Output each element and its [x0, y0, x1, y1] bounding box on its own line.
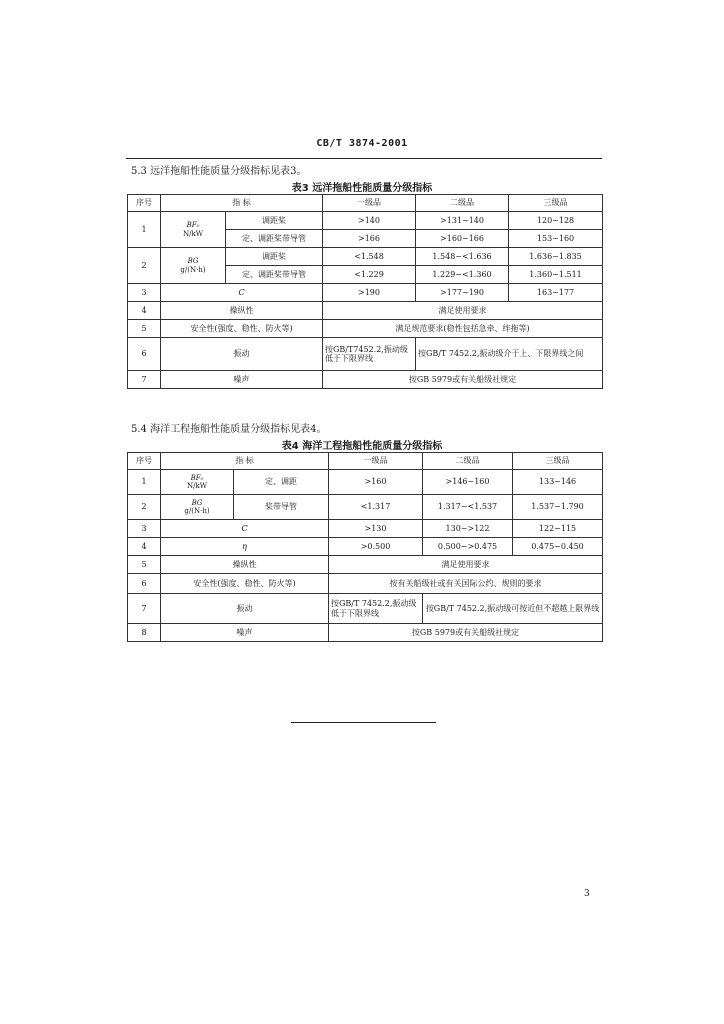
grade1-cell: >166: [323, 230, 416, 248]
grade23-cell: 按GB/T 7452.2,振动级介于上、下限界线之间: [416, 338, 603, 371]
row-index: 5: [128, 320, 161, 338]
table-row: [128, 248, 603, 266]
table-row: [128, 624, 603, 642]
table-row: [128, 212, 603, 230]
row-index: 7: [128, 371, 161, 389]
requirement-cell: 满足使用要求: [329, 556, 603, 574]
metric-cell: η: [161, 538, 329, 556]
grade2-cell: 0.500~>0.475: [423, 538, 513, 556]
condition-cell: 定、调距桨带导管: [226, 230, 323, 248]
grade1-cell: >160: [329, 470, 423, 495]
table-row: [128, 371, 603, 389]
grade1-cell: <1.317: [329, 495, 423, 520]
metric-cell: C: [161, 520, 329, 538]
table-row: [128, 574, 603, 594]
table-row: [128, 556, 603, 574]
row-index: 5: [128, 556, 161, 574]
table4-header-row: [128, 453, 603, 470]
row-index: 6: [128, 574, 161, 594]
grade3-cell: 133~146: [513, 470, 603, 495]
grade1-cell: >190: [323, 284, 416, 302]
metric-symbol: BG: [187, 257, 199, 266]
grade2-cell: 1.317~<1.537: [423, 495, 513, 520]
table-row: [128, 520, 603, 538]
header-metric: 指 标: [161, 195, 323, 212]
grade2-cell: >177~190: [416, 284, 509, 302]
metric-unit: N/kW: [187, 482, 207, 490]
grade1-cell: 按GB/T7452.2,振动级低于下限界线: [323, 338, 416, 371]
grade3-cell: 1.537~1.790: [513, 495, 603, 520]
row-index: 1: [128, 470, 161, 495]
grade3-cell: 163~177: [509, 284, 603, 302]
table-row: [128, 338, 603, 371]
table3-caption: 表3 远洋拖船性能质量分级指标: [291, 183, 433, 194]
table-row: [128, 302, 603, 320]
condition-cell: 调距桨: [226, 248, 323, 266]
metric-cell: 振动: [161, 594, 329, 624]
grade3-cell: 0.475~0.450: [513, 538, 603, 556]
grade1-cell: <1.229: [323, 266, 416, 284]
table-row: [128, 495, 603, 520]
requirement-cell: 满足使用要求: [323, 302, 603, 320]
row-index: 8: [128, 624, 161, 642]
grade3-cell: 1.636~1.835: [509, 248, 603, 266]
grade2-cell: 1.548~<1.636: [416, 248, 509, 266]
grade1-cell: >130: [329, 520, 423, 538]
row-index: 6: [128, 338, 161, 371]
grade2-cell: >131~140: [416, 212, 509, 230]
table-row: [128, 538, 603, 556]
metric-cell: 噪声: [161, 371, 323, 389]
table-row: [128, 320, 603, 338]
header-index: 序号: [128, 453, 161, 470]
grade3-cell: 153~160: [509, 230, 603, 248]
table-row: [128, 470, 603, 495]
metric-cell: 安全性(强度、稳性、防火等): [161, 320, 323, 338]
metric-symbol: BG: [191, 498, 203, 507]
row-index: 2: [128, 495, 161, 520]
header-grade1: 一级品: [329, 453, 423, 470]
metric-cell: 振动: [161, 338, 323, 371]
requirement-cell: 按GB 5979或有关船级社规定: [329, 624, 603, 642]
header-grade3: 三级品: [513, 453, 603, 470]
section-5-3-text: 5.3 远洋拖船性能质量分级指标见表3。: [131, 166, 307, 177]
condition-cell: 定、调距桨带导管: [226, 266, 323, 284]
table-row: [128, 594, 603, 624]
grade23-cell: 按GB/T 7452.2,振动级可按近但不超越上限界线: [423, 594, 603, 624]
metric-cell: C: [161, 284, 323, 302]
row-index: 1: [128, 212, 161, 248]
table3-header-row: [128, 195, 603, 212]
requirement-cell: 按GB 5979或有关船级社规定: [323, 371, 603, 389]
row-index: 3: [128, 520, 161, 538]
condition-cell: 定、调距: [234, 470, 329, 495]
row-index: 4: [128, 538, 161, 556]
condition-cell: 调距桨: [226, 212, 323, 230]
grade1-cell: 按GB/T 7452.2,振动级低于下限界线: [329, 594, 423, 624]
row-index: 3: [128, 284, 161, 302]
metric-cell: [161, 212, 226, 248]
grade3-cell: 122~115: [513, 520, 603, 538]
grade3-cell: 120~128: [509, 212, 603, 230]
metric-cell: [161, 495, 234, 520]
grade2-cell: 130~>122: [423, 520, 513, 538]
header-metric: 指 标: [161, 453, 329, 470]
page-header: CB/T 3874-2001: [316, 138, 408, 149]
table-row: [128, 284, 603, 302]
metric-cell: 噪声: [161, 624, 329, 642]
metric-unit: g/(N·h): [180, 265, 206, 274]
row-index: 2: [128, 248, 161, 284]
header-index: 序号: [128, 195, 161, 212]
grade3-cell: 1.360~1.511: [509, 266, 603, 284]
requirement-cell: 按有关船级社或有关国际公约、规则的要求: [329, 574, 603, 594]
page-number: 3: [584, 889, 590, 899]
requirement-cell: 满足规范要求(稳性包括急牵、绊拖等): [323, 320, 603, 338]
metric-unit: N/kW: [183, 229, 203, 238]
row-index: 4: [128, 302, 161, 320]
grade2-cell: 1.229~<1.360: [416, 266, 509, 284]
grade2-cell: >146~160: [423, 470, 513, 495]
metric-cell: 操纵性: [161, 302, 323, 320]
grade2-cell: >160~166: [416, 230, 509, 248]
metric-symbol: BF₀: [186, 221, 200, 230]
metric-symbol: BF₀: [190, 473, 204, 482]
metric-cell: 安全性(强度、稳性、防火等): [161, 574, 329, 594]
row-index: 7: [128, 594, 161, 624]
table3: [127, 194, 603, 389]
metric-unit: g/(N·h): [184, 507, 210, 515]
header-rule: [126, 158, 602, 159]
grade1-cell: >0.500: [329, 538, 423, 556]
grade1-cell: <1.548: [323, 248, 416, 266]
header-grade1: 一级品: [323, 195, 416, 212]
header-grade2: 二级品: [423, 453, 513, 470]
header-grade2: 二级品: [416, 195, 509, 212]
end-rule: [291, 722, 436, 723]
header-grade3: 三级品: [509, 195, 603, 212]
grade1-cell: >140: [323, 212, 416, 230]
table4-caption: 表4 海洋工程拖船性能质量分级指标: [281, 441, 443, 452]
metric-cell: [161, 470, 234, 495]
section-5-4-text: 5.4 海洋工程拖船性能质量分级指标见表4。: [131, 424, 327, 435]
condition-cell: 桨带导管: [234, 495, 329, 520]
table4: [127, 452, 603, 642]
metric-cell: 操纵性: [161, 556, 329, 574]
metric-cell: [161, 248, 226, 284]
